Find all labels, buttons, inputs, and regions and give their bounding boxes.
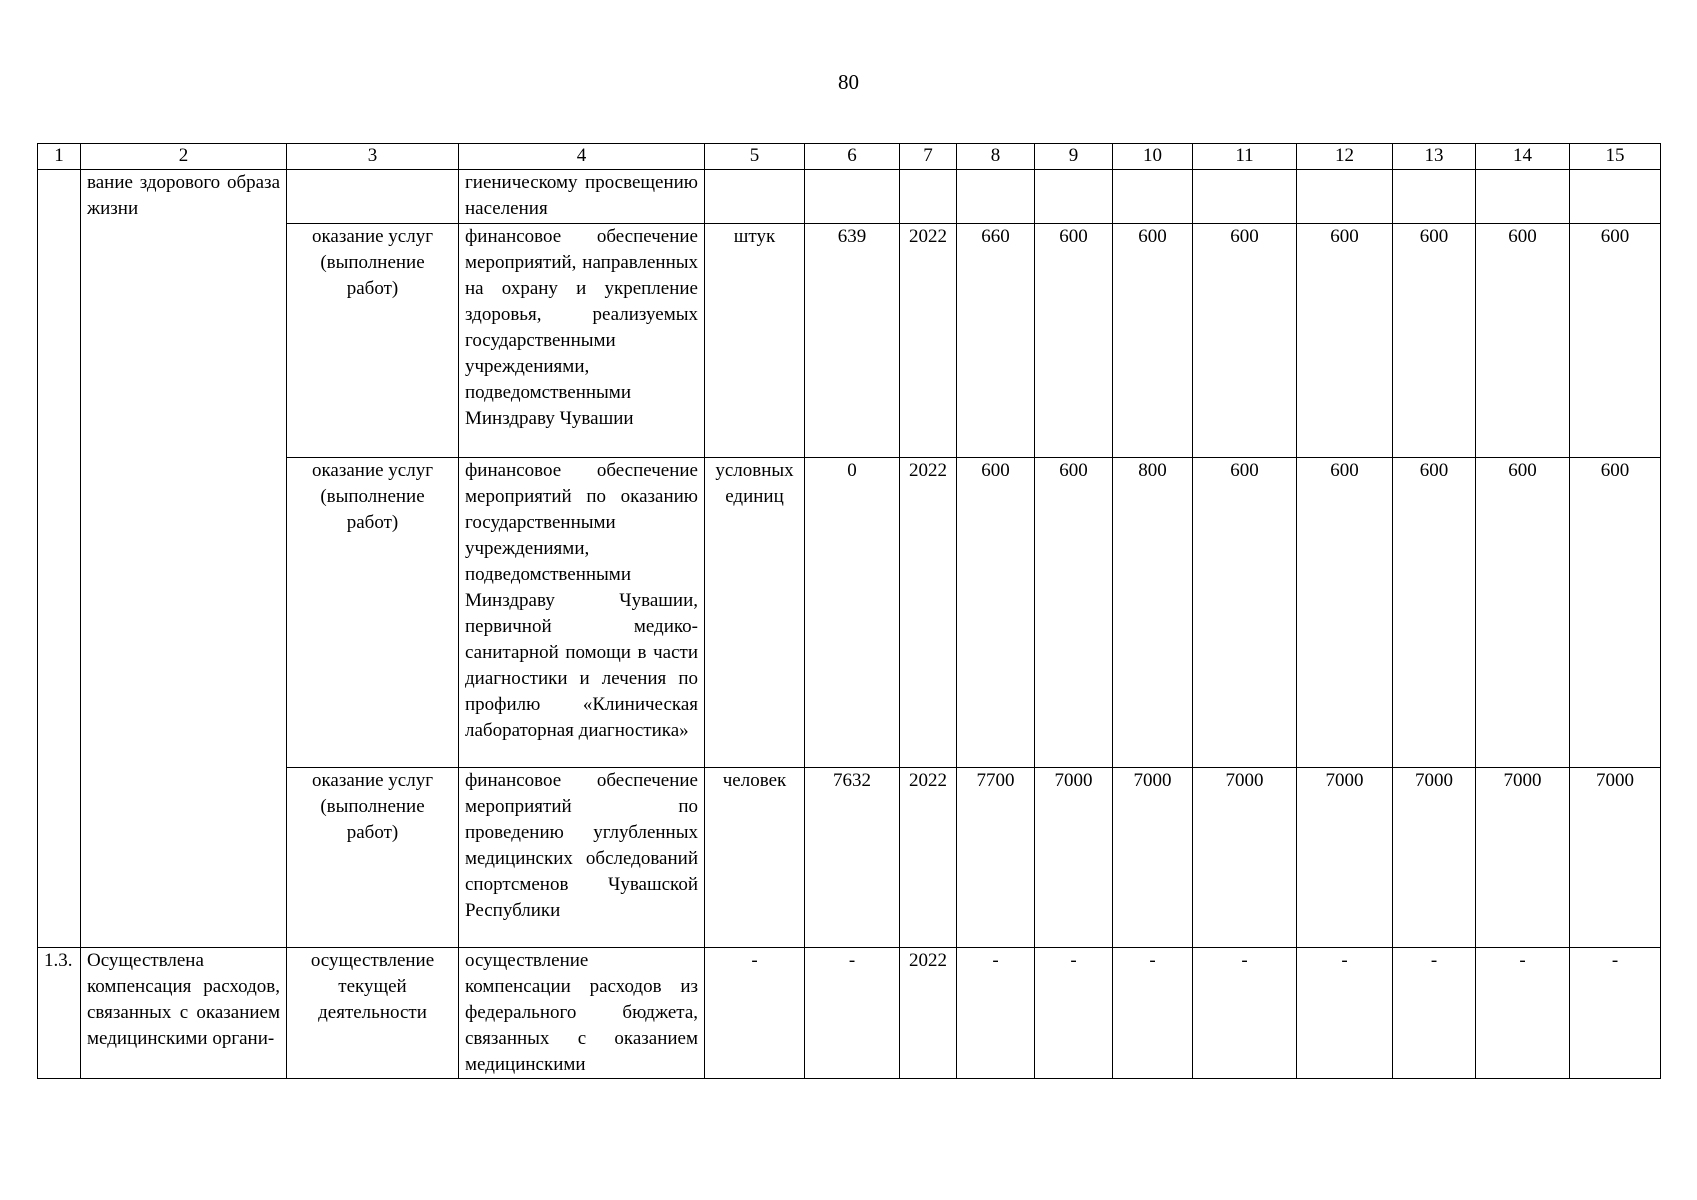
table-row: [38, 170, 1661, 224]
value-cell: [900, 170, 957, 224]
value-cell: 600: [957, 458, 1035, 768]
value-cell: -: [1393, 948, 1476, 1079]
header-cell: 7: [900, 144, 957, 170]
activity-type-cell: оказание услуг (выполнение работ): [287, 224, 459, 458]
value-cell: 600: [1297, 224, 1393, 458]
value-cell: 600: [1035, 224, 1113, 458]
header-cell: 12: [1297, 144, 1393, 170]
unit-cell: [705, 170, 805, 224]
description-cell: осуществление компенсации расходов из федерального бюджета, связанных с оказанием медицинскими: [459, 948, 705, 1079]
value-cell: [1297, 170, 1393, 224]
activity-type-cell: оказание услуг (выполнение работ): [287, 458, 459, 768]
header-cell: 6: [805, 144, 900, 170]
value-cell: [1113, 170, 1193, 224]
value-cell: 2022: [900, 768, 957, 948]
value-cell: 600: [1393, 224, 1476, 458]
value-cell: 7000: [1570, 768, 1661, 948]
program-table: [37, 143, 1661, 1079]
value-cell: 2022: [900, 224, 957, 458]
value-cell: 600: [1193, 224, 1297, 458]
value-cell: [1393, 170, 1476, 224]
header-cell: 5: [705, 144, 805, 170]
value-cell: -: [1193, 948, 1297, 1079]
table-row: [38, 948, 1661, 1079]
value-cell: 600: [1113, 224, 1193, 458]
value-cell: 600: [1297, 458, 1393, 768]
description-cell: финансовое обеспечение мероприятий по оказанию государственными учреждениями, подведомственными Минздраву Чувашии, первичной медико-санитарной помощи в части диагностики и лечения по профилю «Клиническая лабораторная диагностика»: [459, 458, 705, 768]
header-cell: 14: [1476, 144, 1570, 170]
activity-type-cell: оказание услуг (выполнение работ): [287, 768, 459, 948]
unit-cell: штук: [705, 224, 805, 458]
value-cell: 600: [1570, 458, 1661, 768]
value-cell: [1570, 170, 1661, 224]
value-cell: 600: [1476, 224, 1570, 458]
value-cell: 639: [805, 224, 900, 458]
unit-cell: -: [705, 948, 805, 1079]
description-cell: финансовое обеспечение мероприятий, направленных на охрану и укрепление здоровья, реализуемых государственными учреждениями, подведомственными Минздраву Чувашии: [459, 224, 705, 458]
value-cell: -: [1297, 948, 1393, 1079]
value-cell: 600: [1570, 224, 1661, 458]
value-cell: -: [957, 948, 1035, 1079]
header-cell: 4: [459, 144, 705, 170]
result-cell: Осуществлена компенсация расходов, связанных с оказанием медицинскими органи-: [81, 948, 287, 1079]
value-cell: 7632: [805, 768, 900, 948]
value-cell: 7000: [1393, 768, 1476, 948]
value-cell: 7000: [1113, 768, 1193, 948]
value-cell: 600: [1035, 458, 1113, 768]
activity-type-cell: осуществление текущей деятельности: [287, 948, 459, 1079]
header-cell: 8: [957, 144, 1035, 170]
value-cell: [1035, 170, 1113, 224]
header-cell: 11: [1193, 144, 1297, 170]
page-number: 80: [838, 70, 859, 94]
header-cell: 10: [1113, 144, 1193, 170]
value-cell: 600: [1393, 458, 1476, 768]
header-cell: 15: [1570, 144, 1661, 170]
value-cell: 7700: [957, 768, 1035, 948]
value-cell: -: [1570, 948, 1661, 1079]
unit-cell: условных единиц: [705, 458, 805, 768]
header-cell: 9: [1035, 144, 1113, 170]
value-cell: 2022: [900, 458, 957, 768]
unit-cell: человек: [705, 768, 805, 948]
value-cell: [957, 170, 1035, 224]
value-cell: -: [1113, 948, 1193, 1079]
value-cell: 600: [1193, 458, 1297, 768]
header-cell: 13: [1393, 144, 1476, 170]
value-cell: 7000: [1476, 768, 1570, 948]
value-cell: 800: [1113, 458, 1193, 768]
header-cell: 2: [81, 144, 287, 170]
value-cell: 660: [957, 224, 1035, 458]
value-cell: [1193, 170, 1297, 224]
value-cell: 7000: [1193, 768, 1297, 948]
header-cell: 3: [287, 144, 459, 170]
value-cell: [1476, 170, 1570, 224]
description-cell: гиеническому просвещению населения: [459, 170, 705, 224]
value-cell: -: [805, 948, 900, 1079]
value-cell: [805, 170, 900, 224]
value-cell: -: [1035, 948, 1113, 1079]
result-cell: вание здорового образа жизни: [81, 170, 287, 948]
row-number-cell: [38, 170, 81, 948]
value-cell: 2022: [900, 948, 957, 1079]
value-cell: 0: [805, 458, 900, 768]
value-cell: 7000: [1035, 768, 1113, 948]
value-cell: -: [1476, 948, 1570, 1079]
row-number-cell: 1.3.: [38, 948, 81, 1079]
value-cell: 600: [1476, 458, 1570, 768]
header-row: [38, 144, 1661, 170]
header-cell: 1: [38, 144, 81, 170]
value-cell: 7000: [1297, 768, 1393, 948]
activity-type-cell: [287, 170, 459, 224]
description-cell: финансовое обеспечение мероприятий по проведению углубленных медицинских обследований спортсменов Чувашской Республики: [459, 768, 705, 948]
